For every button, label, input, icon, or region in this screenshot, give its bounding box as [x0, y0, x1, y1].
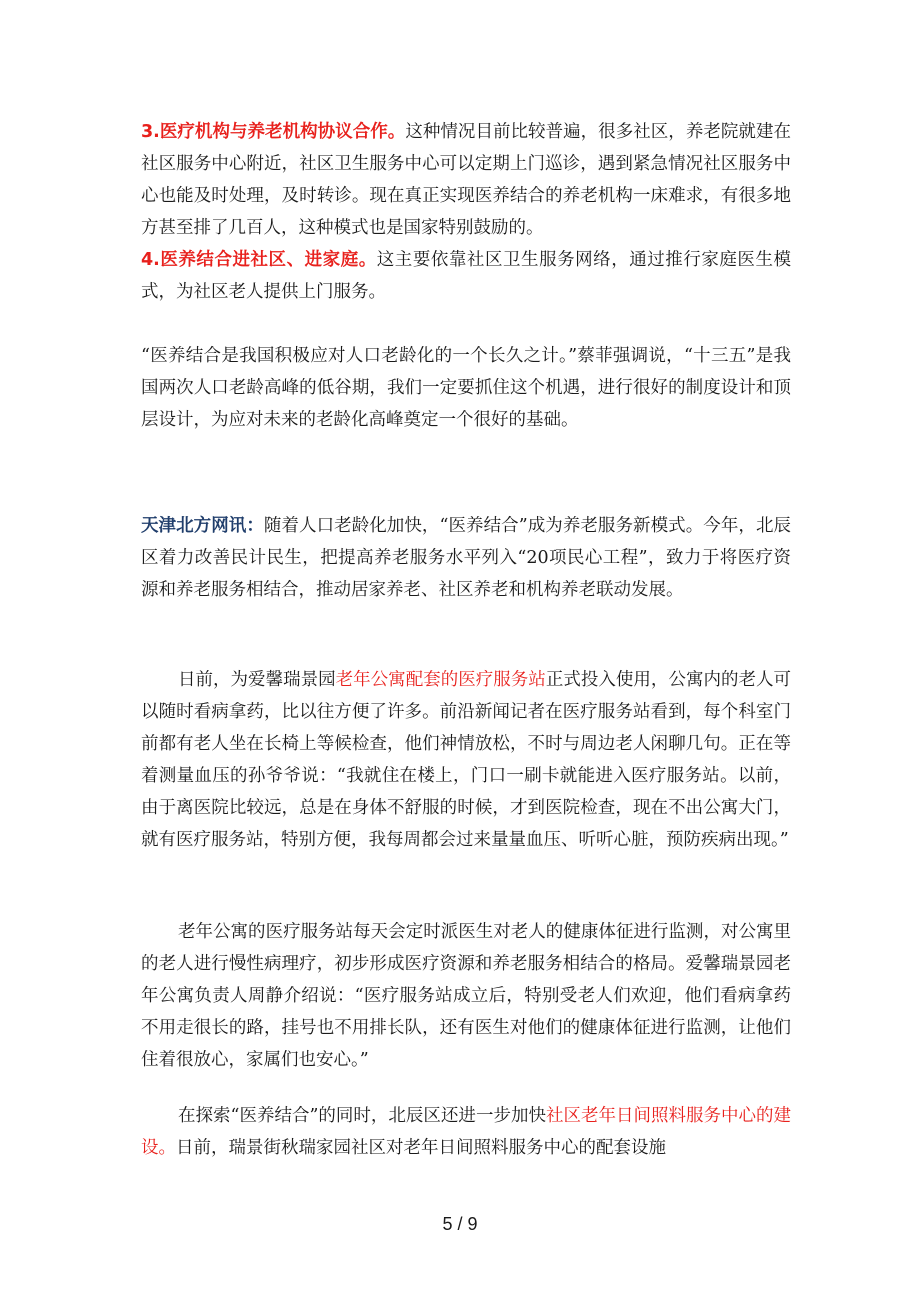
paragraph-news-intro	[141, 510, 791, 606]
highlighted-phrase: 社区老年日间照料服务中心的建设。	[141, 1106, 791, 1158]
paragraph-text: 日前，为爱馨瑞景园	[178, 670, 336, 690]
paragraph-day-care-center	[141, 1100, 791, 1164]
paragraph-text: 随着人口老龄化加快，“医养结合”成为养老服务新模式。今年，北辰区着力改善民计民生，把提高养老服务水平列入“20项民心工程”，致力于将医疗资源和养老服务相结合，推动居家养老、社区养老和机构养老联动发展。	[141, 516, 791, 600]
paragraph-medical-cooperation	[141, 116, 791, 244]
paragraph-text: “医养结合是我国积极应对人口老龄化的一个长久之计。”蔡菲强调说，“十三五”是我国两次人口老龄高峰的低谷期，我们一定要抓住这个机遇，进行很好的制度设计和顶层设计，为应对未来的老龄化高峰奠定一个很好的基础。	[141, 346, 791, 430]
page-number: 5 / 9	[442, 1214, 478, 1234]
paragraph-text: 这主要依靠社区卫生服务网络，通过推行家庭医生模式，为社区老人提供上门服务。	[141, 250, 792, 302]
paragraph-text: 这种情况目前比较普遍，很多社区，养老院就建在社区服务中心附近，社区卫生服务中心可以定期上门巡诊，遇到紧急情况社区服务中心也能及时处理，及时转诊。现在真正实现医养结合的养老机构一床难求，有很多地方甚至排了几百人，这种模式也是国家特别鼓励的。	[141, 122, 791, 238]
section-heading-4: 4.医养结合进社区、进家庭。	[141, 250, 377, 270]
highlighted-phrase: 老年公寓配套的医疗服务站	[335, 670, 546, 690]
paragraph-medical-station	[141, 664, 791, 856]
news-source-label: 天津北方网讯：	[141, 516, 264, 536]
paragraph-text: 日前，瑞景街秋瑞家园社区对老年日间照料服务中心的配套设施	[176, 1138, 666, 1158]
paragraph-text: 正式投入使用，公寓内的老人可以随时看病拿药，比以往方便了许多。前沿新闻记者在医疗服务站看到，每个科室门前都有老人坐在长椅上等候检查，他们神情放松，不时与周边老人闲聊几句。正在等着测量血压的孙爷爷说：“我就住在楼上，门口一刷卡就能进入医疗服务站。以前，由于离医院比较远，总是在身体不舒服的时候，才到医院检查，现在不出公寓大门，就有医疗服务站，特别方便，我每周都会过来量量血压、听听心脏，预防疾病出现。”	[141, 670, 792, 850]
paragraph-quote-caifei	[141, 340, 791, 436]
paragraph-community-home	[141, 244, 791, 308]
paragraph-monitoring	[141, 916, 791, 1076]
paragraph-text: 老年公寓的医疗服务站每天会定时派医生对老人的健康体征进行监测，对公寓里的老人进行慢性病理疗，初步形成医疗资源和养老服务相结合的格局。爱馨瑞景园老年公寓负责人周静介绍说：“医疗服务站成立后，特别受老人们欢迎，他们看病拿药不用走很长的路，挂号也不用排长队，还有医生对他们的健康体征进行监测，让他们住着很放心，家属们也安心。”	[141, 922, 791, 1070]
section-heading-3: 3.医疗机构与养老机构协议合作。	[141, 122, 406, 142]
paragraph-text: 在探索“医养结合”的同时，北辰区还进一步加快	[178, 1106, 546, 1126]
